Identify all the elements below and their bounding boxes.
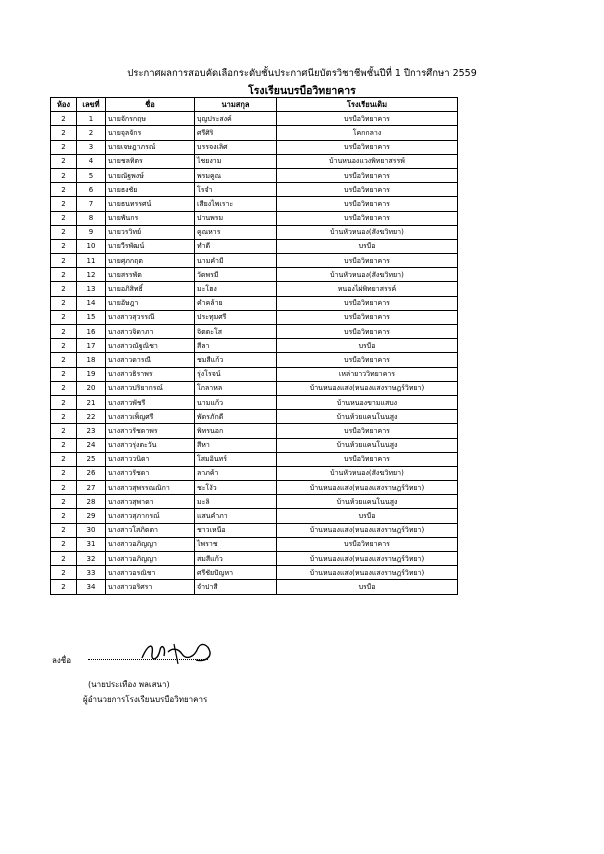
last-name-cell: บุญประสงค์ bbox=[195, 112, 277, 126]
first-name-cell: นางสาวโสภิตตา bbox=[106, 523, 195, 537]
previous-school-cell: บรบือวิทยาคาร bbox=[277, 325, 458, 339]
first-name-cell: นางสาวปริยากรณ์ bbox=[106, 381, 195, 395]
last-name-cell: เสียงไพเราะ bbox=[195, 197, 277, 211]
first-name-cell: นางสาวรัชดาพร bbox=[106, 424, 195, 438]
number-cell: 6 bbox=[77, 183, 106, 197]
previous-school-cell: บ้านหนองแวงพิทยาสรรพ์ bbox=[277, 154, 458, 168]
number-cell: 23 bbox=[77, 424, 106, 438]
last-name-cell: ชมสีแก้ว bbox=[195, 353, 277, 367]
room-cell: 2 bbox=[51, 438, 77, 452]
school-name: โรงเรียนบรบือวิทยาคาร bbox=[248, 85, 356, 97]
table-row bbox=[51, 353, 458, 367]
first-name-cell: นางสาววนิดา bbox=[106, 452, 195, 466]
room-cell: 2 bbox=[51, 126, 77, 140]
last-name-cell: พรมคูณ bbox=[195, 168, 277, 182]
room-cell: 2 bbox=[51, 282, 77, 296]
table-row bbox=[51, 410, 458, 424]
number-cell: 14 bbox=[77, 296, 106, 310]
first-name-cell: นางสาวจิดาภา bbox=[106, 325, 195, 339]
table-row bbox=[51, 339, 458, 353]
room-cell: 2 bbox=[51, 566, 77, 580]
room-cell: 2 bbox=[51, 410, 77, 424]
first-name-cell: นางสาวสุวรรณี bbox=[106, 310, 195, 324]
last-name-cell: วัดพรมี bbox=[195, 268, 277, 282]
number-cell: 30 bbox=[77, 523, 106, 537]
table-row bbox=[51, 452, 458, 466]
last-name-cell: แสนคำภา bbox=[195, 509, 277, 523]
first-name-cell: นางสาวอริศรา bbox=[106, 580, 195, 594]
previous-school-cell: บรบือวิทยาคาร bbox=[277, 112, 458, 126]
room-cell: 2 bbox=[51, 225, 77, 239]
first-name-cell: นางสาวอภิญญา bbox=[106, 537, 195, 551]
last-name-cell: ศรีศิริ bbox=[195, 126, 277, 140]
table-row bbox=[51, 197, 458, 211]
last-name-cell: สีลา bbox=[195, 339, 277, 353]
handwritten-signature bbox=[138, 638, 216, 668]
number-cell: 3 bbox=[77, 140, 106, 154]
number-cell: 16 bbox=[77, 325, 106, 339]
room-cell: 2 bbox=[51, 481, 77, 495]
previous-school-cell: บ้านหัวหนอง(สังฆวิทยา) bbox=[277, 268, 458, 282]
number-cell: 28 bbox=[77, 495, 106, 509]
previous-school-cell: บรบือวิทยาคาร bbox=[277, 296, 458, 310]
table-row bbox=[51, 438, 458, 452]
last-name-cell: ชะโงัว bbox=[195, 481, 277, 495]
room-cell: 2 bbox=[51, 140, 77, 154]
number-cell: 7 bbox=[77, 197, 106, 211]
last-name-cell: โสมอินทร์ bbox=[195, 452, 277, 466]
table-row bbox=[51, 481, 458, 495]
room-cell: 2 bbox=[51, 183, 77, 197]
last-name-cell: ลาภค้า bbox=[195, 466, 277, 480]
first-name-cell: นายจักรกฤษ bbox=[106, 112, 195, 126]
table-row bbox=[51, 580, 458, 594]
previous-school-cell: บรบือวิทยาคาร bbox=[277, 537, 458, 551]
first-name-cell: นางสาวรุ่งตะวัน bbox=[106, 438, 195, 452]
room-cell: 2 bbox=[51, 452, 77, 466]
previous-school-cell: บ้านหนองแสง(หนองแสงราษฎร์วิทยา) bbox=[277, 552, 458, 566]
first-name-cell: นางสาวสุภากรณ์ bbox=[106, 509, 195, 523]
first-name-cell: นายอัษฎา bbox=[106, 296, 195, 310]
table-row bbox=[51, 225, 458, 239]
previous-school-cell: บ้านหัวหนอง(สังฆวิทยา) bbox=[277, 466, 458, 480]
table-body bbox=[51, 112, 458, 594]
room-cell: 2 bbox=[51, 168, 77, 182]
number-cell: 27 bbox=[77, 481, 106, 495]
first-name-cell: นางสาวอรณิชา bbox=[106, 566, 195, 580]
previous-school-cell: เหล่ายาววิทยาคาร bbox=[277, 367, 458, 381]
table-row bbox=[51, 495, 458, 509]
room-cell: 2 bbox=[51, 112, 77, 126]
table-row bbox=[51, 268, 458, 282]
first-name-cell: นายศุภกฤต bbox=[106, 254, 195, 268]
room-cell: 2 bbox=[51, 466, 77, 480]
column-header-last-name: นามสกุล bbox=[195, 98, 277, 112]
previous-school-cell: หนองไผ่พิทยาสรรค์ bbox=[277, 282, 458, 296]
table-row bbox=[51, 140, 458, 154]
previous-school-cell: บ้านหนองแสง(หนองแสงราษฎร์วิทยา) bbox=[277, 481, 458, 495]
first-name-cell: นายวรวิทย์ bbox=[106, 225, 195, 239]
table-row bbox=[51, 509, 458, 523]
room-cell: 2 bbox=[51, 154, 77, 168]
room-cell: 2 bbox=[51, 381, 77, 395]
table-header-row bbox=[51, 98, 458, 112]
table-row bbox=[51, 282, 458, 296]
number-cell: 25 bbox=[77, 452, 106, 466]
table-row bbox=[51, 183, 458, 197]
number-cell: 34 bbox=[77, 580, 106, 594]
last-name-cell: ปานพรม bbox=[195, 211, 277, 225]
number-cell: 24 bbox=[77, 438, 106, 452]
number-cell: 26 bbox=[77, 466, 106, 480]
previous-school-cell: บรบือวิทยาคาร bbox=[277, 211, 458, 225]
room-cell: 2 bbox=[51, 367, 77, 381]
table-row bbox=[51, 296, 458, 310]
room-cell: 2 bbox=[51, 239, 77, 253]
room-cell: 2 bbox=[51, 395, 77, 409]
table-row bbox=[51, 424, 458, 438]
table-row bbox=[51, 154, 458, 168]
previous-school-cell: บรบือ bbox=[277, 580, 458, 594]
room-cell: 2 bbox=[51, 296, 77, 310]
room-cell: 2 bbox=[51, 353, 77, 367]
previous-school-cell: บรบือวิทยาคาร bbox=[277, 197, 458, 211]
room-cell: 2 bbox=[51, 509, 77, 523]
first-name-cell: นายพันกร bbox=[106, 211, 195, 225]
room-cell: 2 bbox=[51, 310, 77, 324]
first-name-cell: นางสาวณัฐณิชา bbox=[106, 339, 195, 353]
first-name-cell: นางสาวสุพาดา bbox=[106, 495, 195, 509]
first-name-cell: นางสาวรัชดา bbox=[106, 466, 195, 480]
previous-school-cell: บ้านหนองแสง(หนองแสงราษฎร์วิทยา) bbox=[277, 523, 458, 537]
previous-school-cell: บรบือวิทยาคาร bbox=[277, 140, 458, 154]
table-row bbox=[51, 126, 458, 140]
table-row bbox=[51, 211, 458, 225]
previous-school-cell: บ้านหนองขามแสบง bbox=[277, 395, 458, 409]
previous-school-cell: โคกกลาง bbox=[277, 126, 458, 140]
room-cell: 2 bbox=[51, 424, 77, 438]
previous-school-cell: บรบือวิทยาคาร bbox=[277, 183, 458, 197]
room-cell: 2 bbox=[51, 268, 77, 282]
room-cell: 2 bbox=[51, 197, 77, 211]
last-name-cell: ทำดี bbox=[195, 239, 277, 253]
room-cell: 2 bbox=[51, 537, 77, 551]
first-name-cell: นางสาวอภิญญา bbox=[106, 552, 195, 566]
first-name-cell: นายธงชัย bbox=[106, 183, 195, 197]
last-name-cell: นามคำมี bbox=[195, 254, 277, 268]
first-name-cell: นายวีรพัฒน์ bbox=[106, 239, 195, 253]
last-name-cell: คูณหาร bbox=[195, 225, 277, 239]
first-name-cell: นายสรรพัต bbox=[106, 268, 195, 282]
number-cell: 19 bbox=[77, 367, 106, 381]
previous-school-cell: บรบือวิทยาคาร bbox=[277, 452, 458, 466]
last-name-cell: โรจำ bbox=[195, 183, 277, 197]
first-name-cell: นายอภิสิทธิ์ bbox=[106, 282, 195, 296]
room-cell: 2 bbox=[51, 211, 77, 225]
table-row bbox=[51, 566, 458, 580]
number-cell: 31 bbox=[77, 537, 106, 551]
last-name-cell: พิทรนอก bbox=[195, 424, 277, 438]
number-cell: 15 bbox=[77, 310, 106, 324]
number-cell: 20 bbox=[77, 381, 106, 395]
last-name-cell: บรรจงเลิศ bbox=[195, 140, 277, 154]
table-row bbox=[51, 395, 458, 409]
number-cell: 18 bbox=[77, 353, 106, 367]
number-cell: 21 bbox=[77, 395, 106, 409]
number-cell: 11 bbox=[77, 254, 106, 268]
number-cell: 8 bbox=[77, 211, 106, 225]
last-name-cell: ศรีชัยปัญหา bbox=[195, 566, 277, 580]
table-row bbox=[51, 112, 458, 126]
first-name-cell: นายเจษฎาภรณ์ bbox=[106, 140, 195, 154]
previous-school-cell: บ้านห้วยแคนโนนสูง bbox=[277, 410, 458, 424]
previous-school-cell: บรบือวิทยาคาร bbox=[277, 168, 458, 182]
previous-school-cell: บ้านห้วยแคนโนนสูง bbox=[277, 495, 458, 509]
number-cell: 22 bbox=[77, 410, 106, 424]
column-header-previous-school: โรงเรียนเดิม bbox=[277, 98, 458, 112]
previous-school-cell: บรบือ bbox=[277, 509, 458, 523]
table-row bbox=[51, 523, 458, 537]
number-cell: 10 bbox=[77, 239, 106, 253]
table-row bbox=[51, 367, 458, 381]
first-name-cell: นางสาวพัชรี bbox=[106, 395, 195, 409]
previous-school-cell: บรบือวิทยาคาร bbox=[277, 254, 458, 268]
column-header-first-name: ชื่อ bbox=[106, 98, 195, 112]
column-header-number: เลขที่ bbox=[77, 98, 106, 112]
number-cell: 32 bbox=[77, 552, 106, 566]
number-cell: 13 bbox=[77, 282, 106, 296]
number-cell: 29 bbox=[77, 509, 106, 523]
last-name-cell: รุ่งโรจน์ bbox=[195, 367, 277, 381]
room-cell: 2 bbox=[51, 254, 77, 268]
number-cell: 33 bbox=[77, 566, 106, 580]
previous-school-cell: บรบือ bbox=[277, 239, 458, 253]
number-cell: 17 bbox=[77, 339, 106, 353]
previous-school-cell: บรบือ bbox=[277, 339, 458, 353]
first-name-cell: นางสาวสุพรรณณิกา bbox=[106, 481, 195, 495]
last-name-cell: สีหา bbox=[195, 438, 277, 452]
results-table bbox=[50, 97, 458, 595]
room-cell: 2 bbox=[51, 495, 77, 509]
table-row bbox=[51, 552, 458, 566]
column-header-room: ห้อง bbox=[51, 98, 77, 112]
last-name-cell: ไชยงาม bbox=[195, 154, 277, 168]
last-name-cell: จำปาสี bbox=[195, 580, 277, 594]
last-name-cell: สมสีแก้ว bbox=[195, 552, 277, 566]
room-cell: 2 bbox=[51, 552, 77, 566]
room-cell: 2 bbox=[51, 325, 77, 339]
number-cell: 12 bbox=[77, 268, 106, 282]
signer-position: ผู้อำนวยการโรงเรียนบรบือวิทยาคาร bbox=[83, 695, 208, 704]
previous-school-cell: บ้านหนองแสง(หนองแสงราษฎร์วิทยา) bbox=[277, 381, 458, 395]
last-name-cell: ไพราช bbox=[195, 537, 277, 551]
first-name-cell: นางสาวเพ็ญศรี bbox=[106, 410, 195, 424]
last-name-cell: ประทุมศรี bbox=[195, 310, 277, 324]
number-cell: 4 bbox=[77, 154, 106, 168]
table-row bbox=[51, 310, 458, 324]
signer-name: (นายประเทือง พลเสนา) bbox=[88, 680, 170, 689]
number-cell: 5 bbox=[77, 168, 106, 182]
first-name-cell: นางสาวธิราพร bbox=[106, 367, 195, 381]
room-cell: 2 bbox=[51, 580, 77, 594]
table-row bbox=[51, 381, 458, 395]
first-name-cell: นายธนทรรศน์ bbox=[106, 197, 195, 211]
table-row bbox=[51, 239, 458, 253]
table-row bbox=[51, 537, 458, 551]
previous-school-cell: บรบือวิทยาคาร bbox=[277, 424, 458, 438]
previous-school-cell: บ้านห้วยแคนโนนสูง bbox=[277, 438, 458, 452]
room-cell: 2 bbox=[51, 523, 77, 537]
last-name-cell: คำคล้าย bbox=[195, 296, 277, 310]
first-name-cell: นายณัฐพงษ์ bbox=[106, 168, 195, 182]
table-row bbox=[51, 168, 458, 182]
room-cell: 2 bbox=[51, 339, 77, 353]
first-name-cell: นางสาวดารณี bbox=[106, 353, 195, 367]
last-name-cell: ชาวเหนือ bbox=[195, 523, 277, 537]
last-name-cell: นามแก้ว bbox=[195, 395, 277, 409]
table-row bbox=[51, 254, 458, 268]
previous-school-cell: บ้านหนองแสง(หนองแสงราษฎร์วิทยา) bbox=[277, 566, 458, 580]
table-row bbox=[51, 466, 458, 480]
last-name-cell: พัดรภักดี bbox=[195, 410, 277, 424]
first-name-cell: นายชลทิตร bbox=[106, 154, 195, 168]
previous-school-cell: บรบือวิทยาคาร bbox=[277, 310, 458, 324]
previous-school-cell: บรบือวิทยาคาร bbox=[277, 353, 458, 367]
last-name-cell: มะโฮง bbox=[195, 282, 277, 296]
number-cell: 2 bbox=[77, 126, 106, 140]
first-name-cell: นายจุลจักร bbox=[106, 126, 195, 140]
sign-label: ลงชื่อ bbox=[52, 656, 72, 665]
last-name-cell: จิตตะโส bbox=[195, 325, 277, 339]
announcement-title: ประกาศผลการสอบคัดเลือกระดับชั้นประกาศนียบัตรวิชาชีพชั้นปีที่ 1 ปีการศึกษา 2559 bbox=[127, 68, 477, 79]
last-name-cell: โกลาหล bbox=[195, 381, 277, 395]
table-row bbox=[51, 325, 458, 339]
number-cell: 9 bbox=[77, 225, 106, 239]
number-cell: 1 bbox=[77, 112, 106, 126]
previous-school-cell: บ้านหัวหนอง(สังฆวิทยา) bbox=[277, 225, 458, 239]
last-name-cell: มะลิ bbox=[195, 495, 277, 509]
